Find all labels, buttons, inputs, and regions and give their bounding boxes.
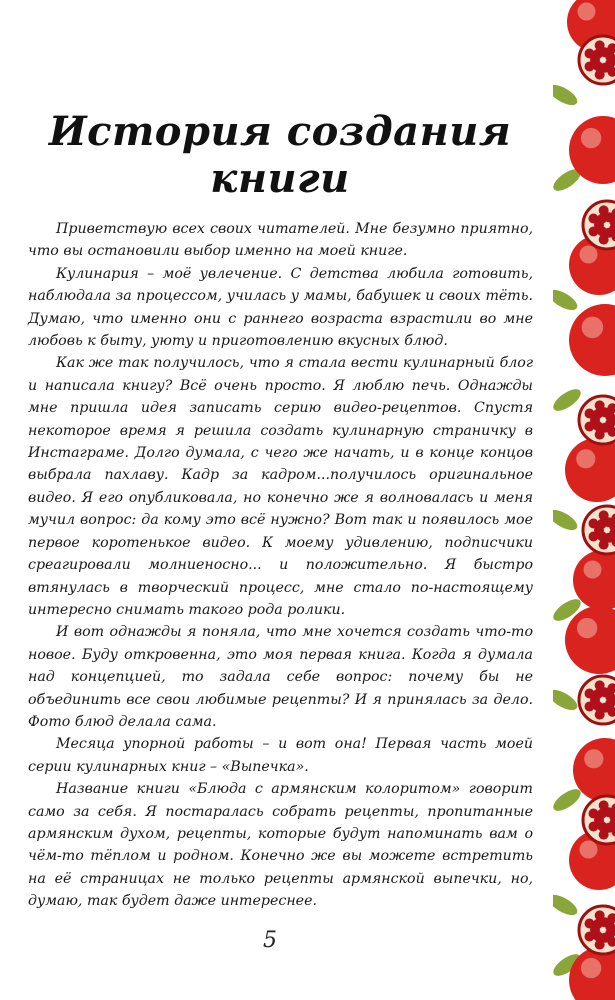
paragraph-3: Как же так получилось, что я стала вести кулинарный блог и написала книгу? Всё очень просто. Я люблю печь. Однажды мне пришла идея записать серию видео-рецептов. Спустя некоторое время я решила создать кулинарную страничку в Инстаграме. Долго думала, с чего же начать, и в конце концов выбрала пахлаву. Кадр за кадром...получилось оригинальное видео. Я его опубликовала, но конечно же я волновалась и меня мучил вопрос: да кому это всё нужно? Вот так и появилось мое первое коротенькое видео. К моему удивлению, подписчики среагировали молниеносно... и положительно. Я быстро втянулась в творческий процесс, мне стало по-настоящему интересно снимать такого рода ролики. [28, 355, 533, 618]
pomegranate-icon [569, 304, 615, 376]
pomegranate-highlight [577, 618, 597, 638]
paragraph-4: И вот однажды я поняла, что мне хочется создать что-то новое. Буду откровенна, это моя первая книга. Когда я думала над концепцией, то задала себе вопрос: почему бы не объединить все свои любимые рецепты? И я принялась за дело. Фото блюд делала сама. [28, 624, 533, 730]
pomegranate-highlight [584, 561, 602, 579]
leaf-icon [553, 785, 584, 815]
pomegranate-icon [565, 438, 615, 502]
leaf-icon [553, 506, 580, 534]
paragraph-6: Название книги «Блюда с армянским колоритом» говорит само за себя. Я постаралась собрать рецепты, пропитанные армянским духом, рецепты, которые будут напоминать вам о чём-то тёплом и родном. Конечно же вы можете встретить на её страницах не только рецепты армянской выпечки, но, думаю, так будет даже интереснее. [28, 781, 533, 910]
pomegranate-seed [595, 70, 605, 80]
pomegranate-seed [595, 940, 605, 950]
leaf-icon [553, 686, 580, 714]
pomegranate-seed [584, 408, 594, 418]
pomegranate-highlight [584, 749, 603, 768]
leaf-icon [553, 286, 580, 314]
pomegranate-seed [584, 48, 594, 58]
pomegranate-seed [605, 412, 615, 422]
pomegranate-highlight [581, 958, 601, 978]
paragraph-2: Кулинария – моё увлечение. С детства любила готовить, наблюдала за процессом, училась у мамы, бабушек и своих тёть. Думаю, что именно они с раннего возраста взрастили во мне любовь к быту, уюту и приготовлению вкусных блюд. [28, 265, 533, 350]
pomegranate-border-icon [553, 0, 615, 1000]
pomegranate-seed [588, 213, 598, 223]
pomegranate-highlight [581, 128, 601, 148]
pomegranate-seed [588, 808, 598, 818]
pomegranate-highlight [580, 841, 598, 859]
leaf-icon [553, 81, 580, 109]
page-number: 5 [263, 928, 277, 953]
body-text [28, 218, 533, 913]
pomegranate-highlight [582, 317, 604, 339]
pomegranate-seed [588, 518, 598, 528]
pomegranate-seed [584, 918, 594, 928]
pomegranate-seed [599, 235, 609, 245]
paragraph-1: Приветствую всех своих читателей. Мне безумно приятно, что вы остановили выбор именно на моей книге. [28, 221, 533, 260]
paragraph-5: Месяца упорной работы – и вот она! Первая часть моей серии кулинарных книг – «Выпечка». [28, 736, 533, 775]
pomegranate-highlight [580, 246, 598, 264]
pomegranate-seed [595, 430, 605, 440]
pomegranate-seed [605, 52, 615, 62]
pomegranate-seed [605, 692, 615, 702]
pomegranate-highlight [578, 3, 596, 21]
pomegranate-seed [605, 922, 615, 932]
pomegranate-seed [595, 710, 605, 720]
page-title: История создания книги [48, 108, 512, 202]
pomegranate-seed [599, 830, 609, 840]
pomegranate-seed [599, 540, 609, 550]
leaf-icon [553, 891, 580, 919]
pomegranate-icon [565, 606, 615, 674]
pomegranate-seed [584, 688, 594, 698]
pomegranate-highlight [576, 449, 595, 468]
pomegranate-border-graphic [553, 0, 615, 1000]
